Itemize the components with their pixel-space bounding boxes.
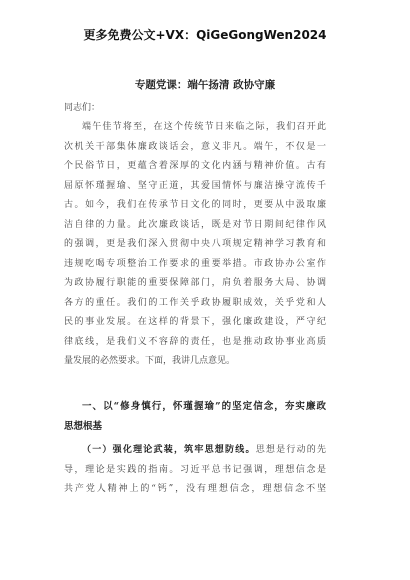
paragraph-line: 端午佳节将至，在这个传统节日来临之际，我们召开此	[82, 122, 326, 132]
paragraph-line: 律底线，是我们义不容辞的责任，也是推动政协事业高质	[64, 336, 326, 347]
paragraph-line: 洁自律的力量。此次廉政谈话，既是对节日期间纪律作风	[64, 219, 326, 230]
paragraph-line: 量发展的必然要求。下面，我讲几点意见。	[64, 356, 236, 366]
section-heading	[64, 397, 326, 437]
paragraph-line: 导，理论是实践的指南。习近平总书记强调，理想信念是	[64, 464, 326, 475]
paragraph-line: 共产党人精神上的“钙”，没有理想信念，理想信念不坚	[64, 484, 326, 494]
document-title: 专题党课：端午扬清 政协守廉	[134, 79, 276, 91]
paragraph-1	[64, 118, 326, 372]
subsection-paragraph	[64, 441, 326, 500]
paragraph-line: 为政协履行职能的重要保障部门，肩负着服务大局、协调	[64, 278, 326, 288]
subsection-heading: （一）强化理论武装，筑牢思想防线。	[82, 445, 256, 455]
salutation: 同志们：	[64, 103, 101, 113]
paragraph-line: 各方的重任。我们的工作关乎政协履职成效，关乎党和人	[64, 297, 326, 308]
paragraph-line: 的强调，更是我们深入贯彻中央八项规定精神学习教育和	[64, 239, 326, 249]
paragraph-line: （一）强化理论武装，筑牢思想防线。思想是行动的先	[82, 445, 326, 455]
section-heading-line: 一、以“修身慎行，怀瑾握瑜”的坚定信念，夯实廉政	[82, 401, 326, 412]
paragraph-line: 次机关干部集体廉政谈话会，意义非凡。端午，不仅是一	[64, 141, 326, 152]
section-heading-line: 思想根基	[64, 421, 103, 432]
paragraph-line: 个民俗节日，更蕴含着深厚的文化内涵与精神价值。古有	[64, 161, 326, 171]
paragraph-line: 民的事业发展。在这样的背景下，强化廉政建设，严守纪	[64, 317, 326, 327]
paragraph-line: 古。如今，我们在传承节日文化的同时，更要从中汲取廉	[64, 200, 326, 210]
paragraph-line: 违规吃喝专项整治工作要求的重要举措。市政协办公室作	[64, 258, 326, 269]
promo-banner: 更多免费公文+VX：QiGeGongWen2024	[83, 28, 327, 42]
paragraph-line: 屈原怀瑾握瑜、坚守正道，其爱国情怀与廉洁操守流传千	[64, 180, 326, 191]
